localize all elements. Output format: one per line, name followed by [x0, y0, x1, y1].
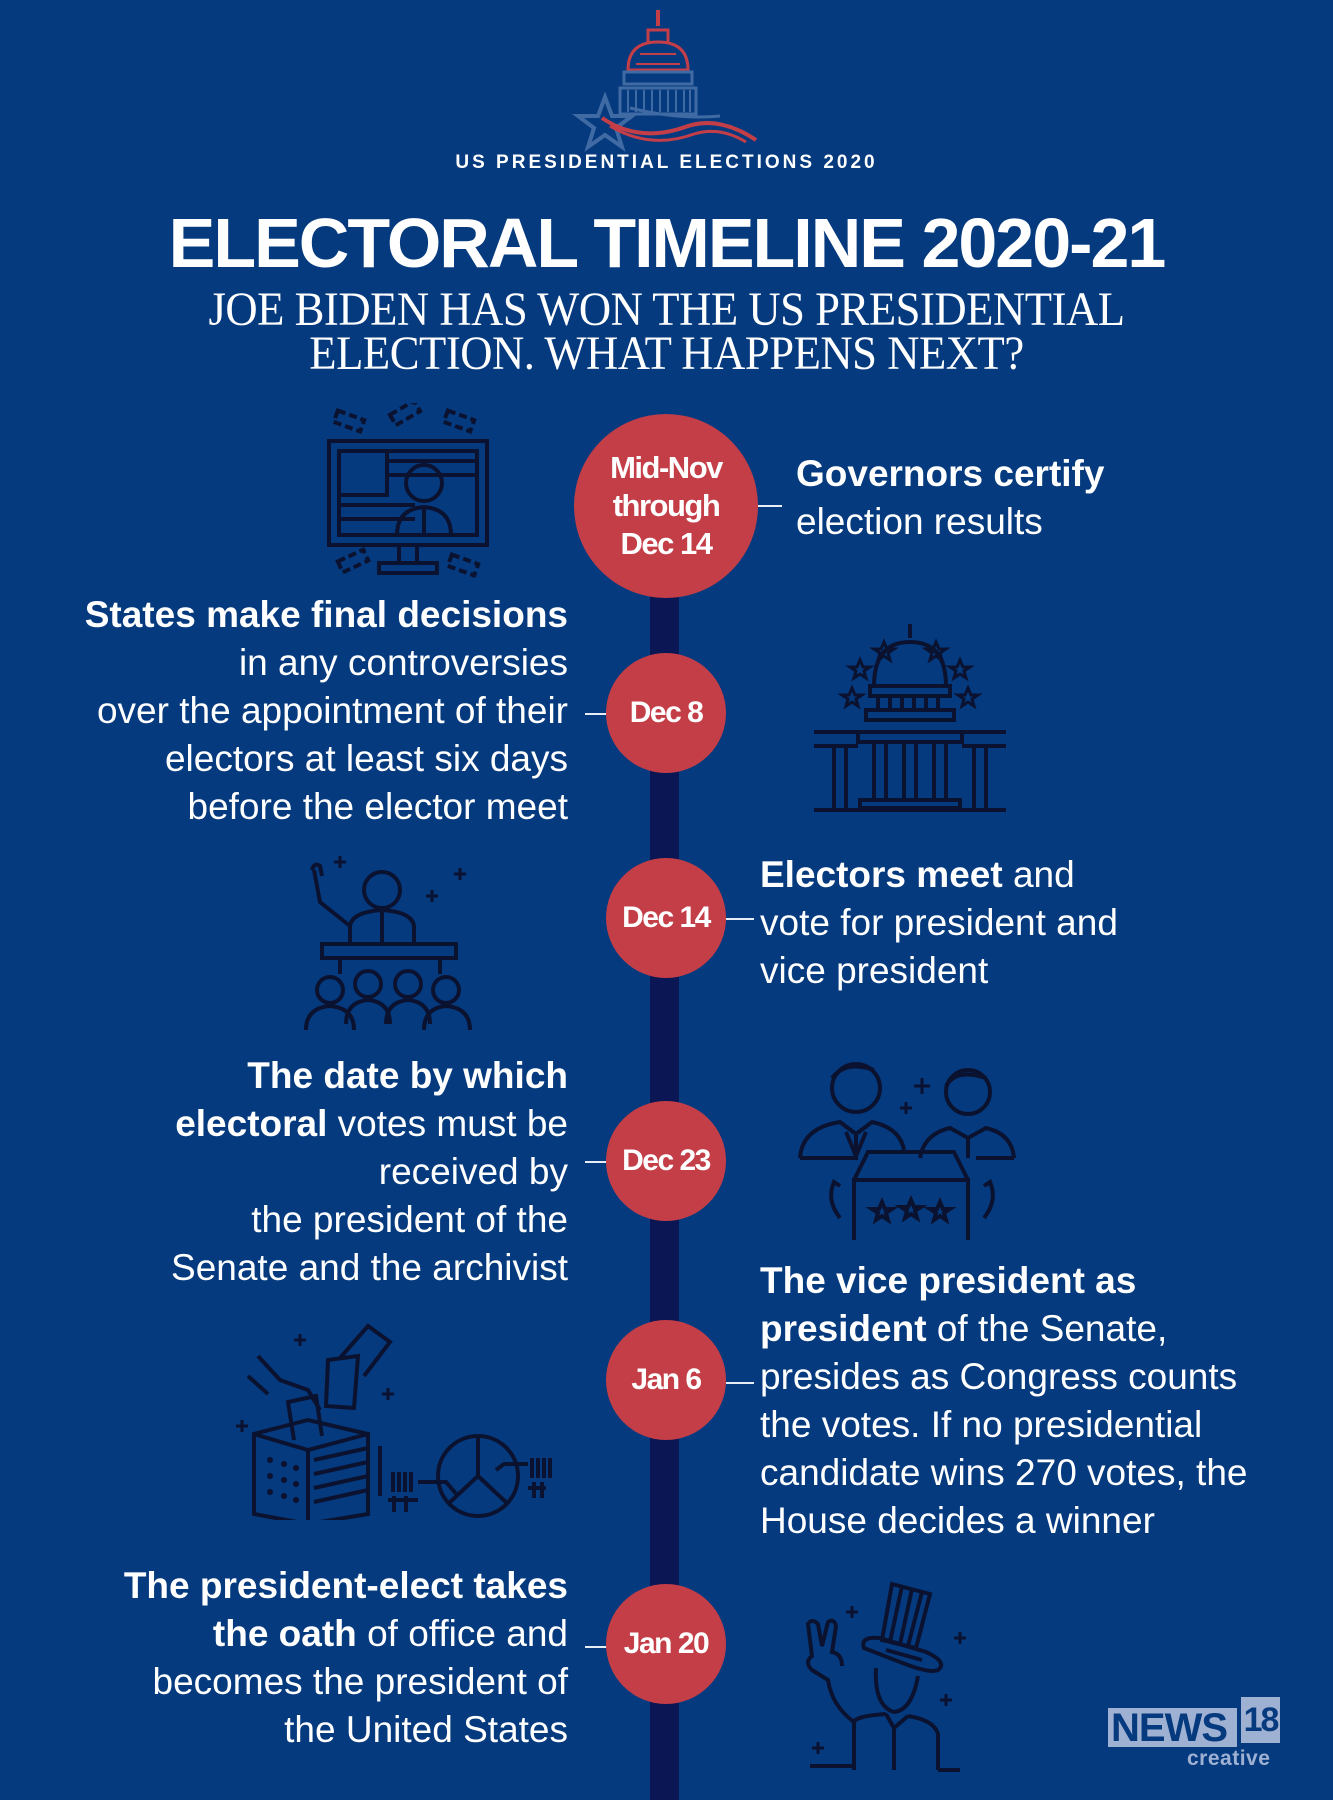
- header-kicker: US PRESIDENTIAL ELECTIONS 2020: [455, 152, 878, 173]
- subtitle-line-2: ELECTION. WHAT HAPPENS NEXT?: [309, 327, 1024, 380]
- uncle-sam-hat-victory-icon: [790, 1576, 970, 1776]
- date-circle-dec8: Dec 8: [606, 653, 726, 773]
- date-circle-jan20: Jan 20: [606, 1584, 726, 1704]
- connector-line: [726, 918, 754, 920]
- connector-line: [585, 713, 607, 715]
- logo-creative: creative: [1187, 1747, 1271, 1770]
- page-title: ELECTORAL TIMELINE 2020-21: [168, 204, 1165, 282]
- connector-line: [758, 505, 782, 507]
- connector-line: [726, 1382, 754, 1384]
- logo-news: NEWS: [1108, 1708, 1237, 1747]
- event-text-states-final-decisions: States make final decisions in any controversies over the appointment of their electors at least six days before the elector meet: [84, 594, 568, 827]
- event-bold: The date by which: [247, 1055, 568, 1096]
- date-circle-dec14: Dec 14: [606, 858, 726, 978]
- event-text-congress-counts-votes: The vice president as president of the Senate, presides as Congress counts the votes. If no presidential candidate wins 270 votes, the House decides a winner: [760, 1260, 1248, 1541]
- date-circle-jan6: Jan 6: [606, 1320, 726, 1440]
- event-bold: the oath: [212, 1613, 357, 1654]
- date-circle-dec23: Dec 23: [606, 1101, 726, 1221]
- event-bold: president: [760, 1308, 927, 1349]
- speaker-podium-audience-icon: [290, 850, 490, 1040]
- capitol-dome-logo-icon: [570, 4, 770, 154]
- date-circle-midnov: [574, 414, 758, 598]
- event-bold: The president-elect takes: [123, 1565, 568, 1606]
- connector-line: [585, 1161, 607, 1163]
- tv-broadcast-candidate-icon: [325, 403, 495, 583]
- event-text-electors-meet: Electors meet and vote for president and vice president: [760, 854, 1118, 991]
- event-text-oath-of-office: The president-elect takes the oath of office and becomes the president of the United States: [123, 1565, 568, 1750]
- event-bold: The vice president as: [760, 1260, 1137, 1301]
- connector-line: [585, 1646, 607, 1648]
- two-candidates-ballot-box-icon: [796, 1052, 1018, 1240]
- ballot-box-pie-chart-tally-icon: [228, 1310, 558, 1520]
- event-text-electoral-votes-received: The date by which electoral votes must be received by the president of the Senate and the archivist: [171, 1055, 568, 1288]
- logo-18: 18: [1241, 1697, 1280, 1743]
- event-bold: States make final decisions: [84, 594, 568, 635]
- page-subtitle: [47, 283, 1287, 380]
- event-text-governors-certify: Governors certify election results: [796, 453, 1105, 542]
- event-bold: Electors meet: [760, 854, 1003, 895]
- capitol-building-stars-icon: [812, 618, 1008, 814]
- subtitle-line-1: JOE BIDEN HAS WON THE US PRESIDENTIAL: [208, 283, 1125, 336]
- event-bold: Governors certify: [796, 453, 1105, 494]
- date-label: Mid-Nov through Dec 14: [610, 450, 722, 561]
- event-bold: electoral: [175, 1103, 328, 1144]
